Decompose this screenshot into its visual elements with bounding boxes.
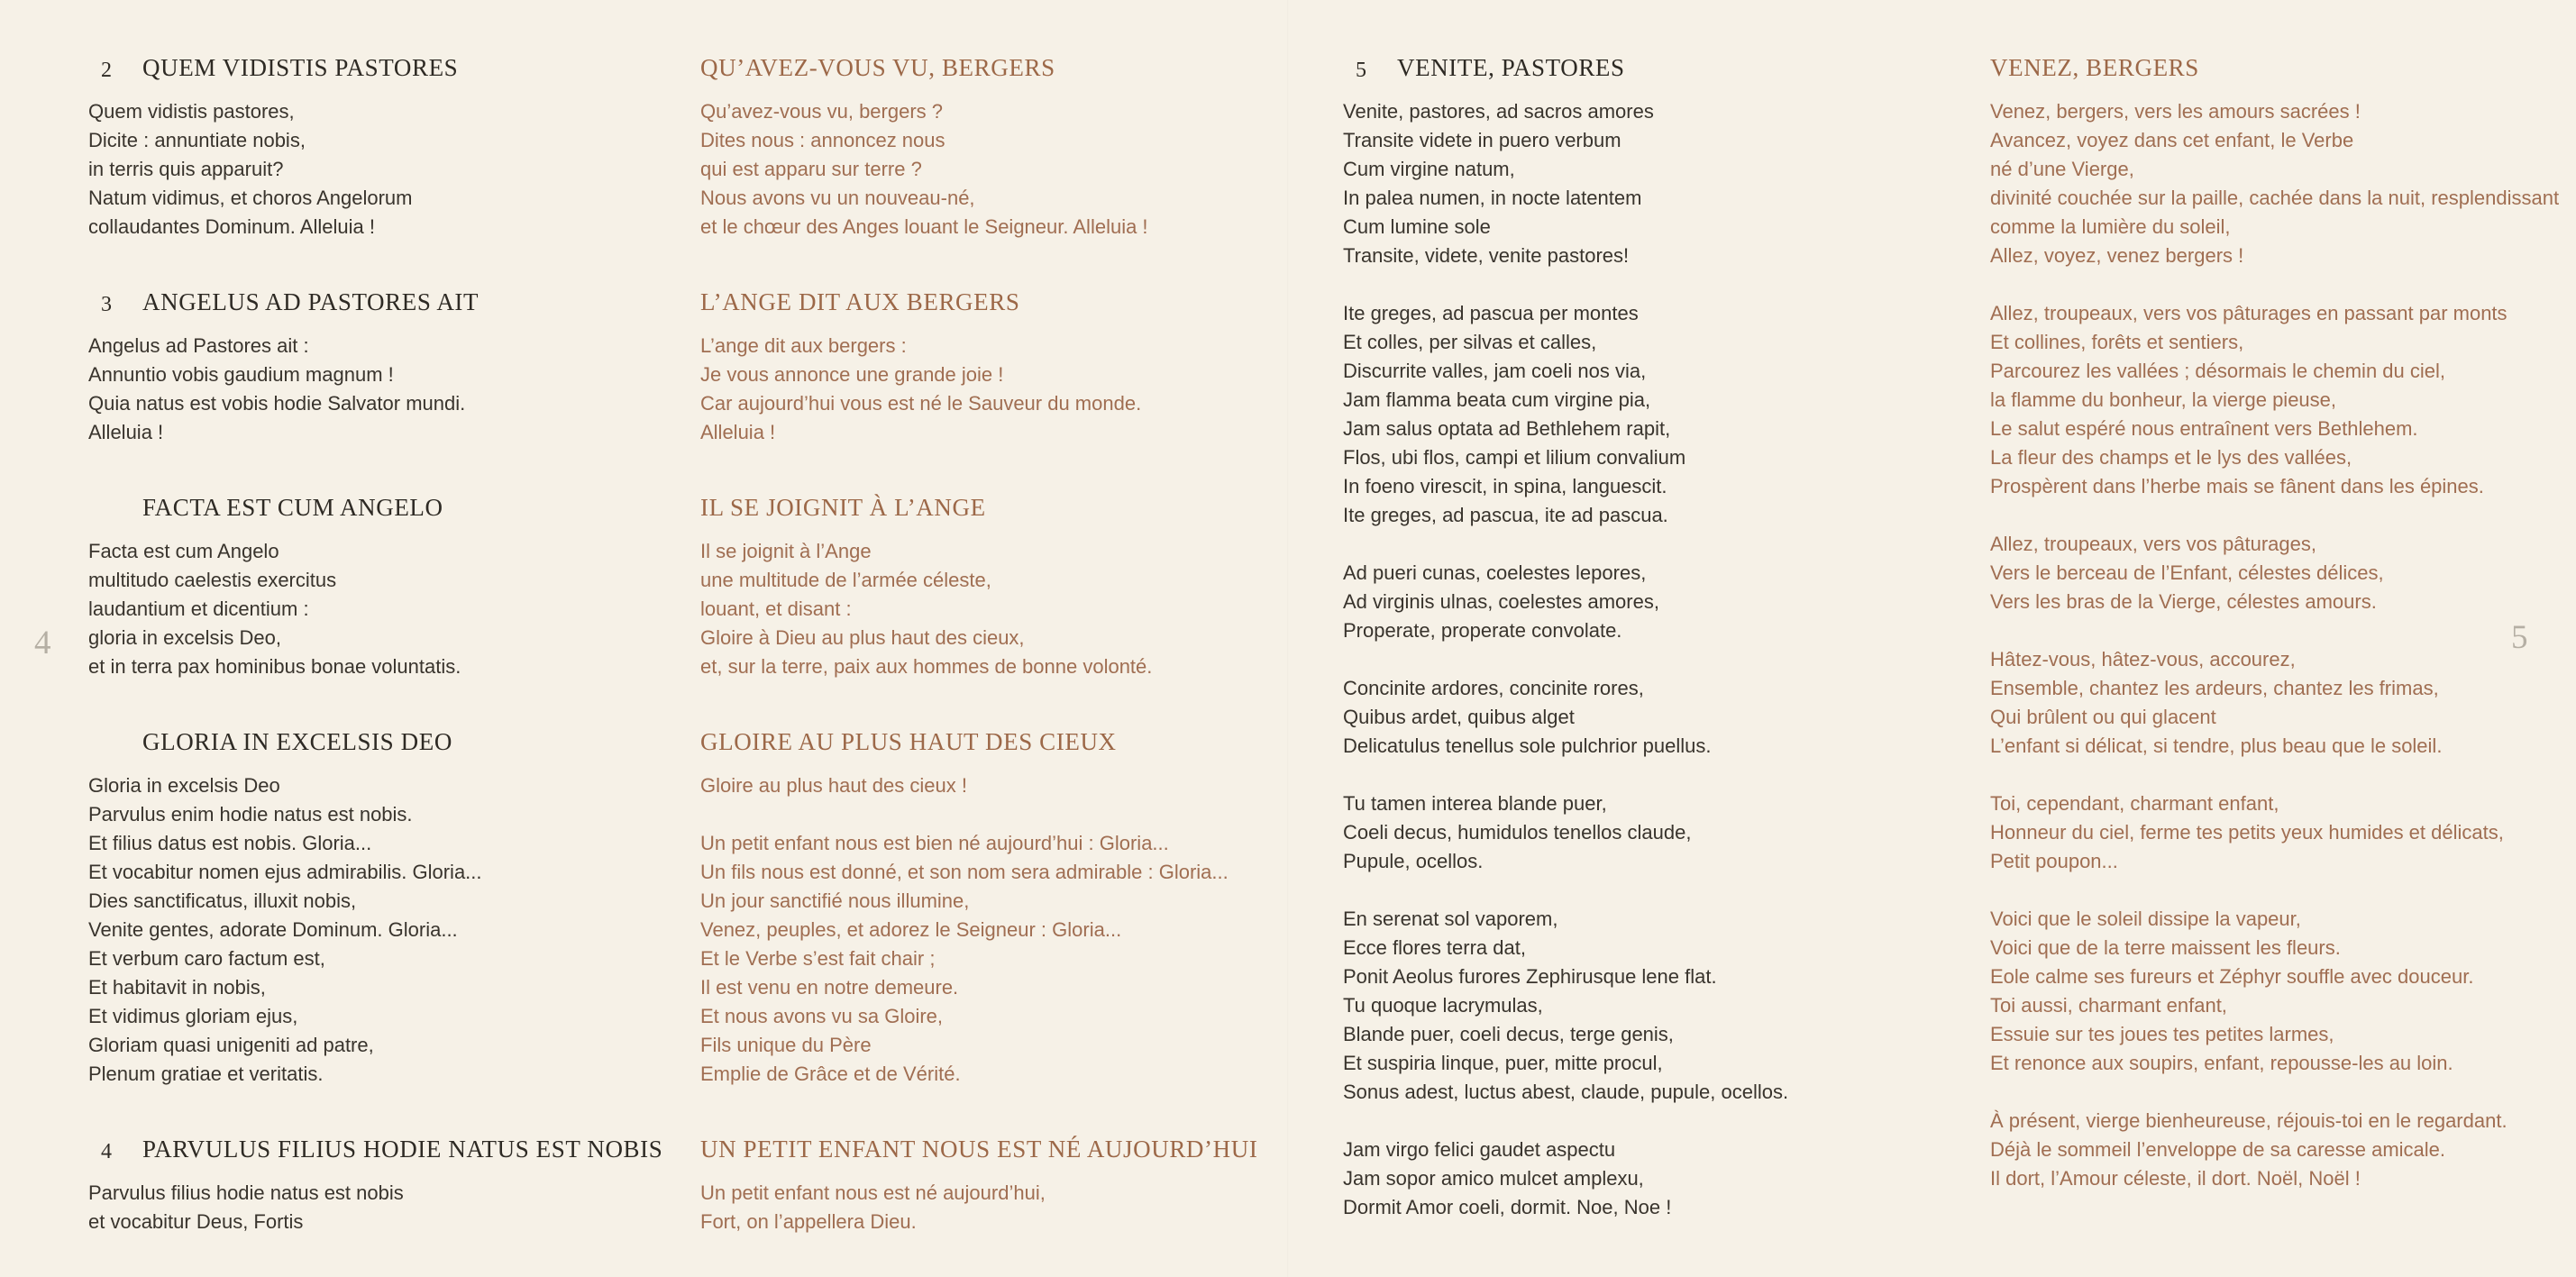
stanza [1343, 789, 1978, 876]
lyric-line: et le chœur des Anges louant le Seigneur. Alleluia ! [700, 215, 1148, 238]
piece-title-text: GLORIA IN EXCELSIS DEO [142, 728, 452, 755]
lyric-line: Un fils nous est donné, et son nom sera admirable : Gloria... [700, 861, 1229, 883]
piece-section [700, 726, 1331, 1089]
lyric-line: Plenum gratiae et veritatis. [88, 1063, 324, 1085]
lyric-line: Flos, ubi flos, campi et lilium convalium [1343, 446, 1686, 469]
track-number: 2 [101, 59, 112, 82]
piece-title-text: VENITE, PASTORES [1397, 54, 1625, 81]
piece-title [1343, 52, 1978, 83]
lyric-line: Il est venu en notre demeure. [700, 976, 959, 999]
lyric-line: Fils unique du Père [700, 1034, 872, 1056]
lyric-line: une multitude de l’armée céleste, [700, 569, 991, 591]
lyric-line: collaudantes Dominum. Alleluia ! [88, 215, 375, 238]
lyric-line: Allez, voyez, venez bergers ! [1990, 244, 2244, 267]
lyric-line: Vers les bras de la Vierge, célestes amours. [1990, 590, 2377, 613]
latin-lyrics-column-page4 [88, 52, 683, 1236]
piece-title-text: QU’AVEZ-VOUS VU, BERGERS [700, 54, 1055, 81]
piece-section [88, 492, 683, 681]
lyric-line: Qui brûlent ou qui glacent [1990, 706, 2216, 728]
lyric-line: et in terra pax hominibus bonae voluntatis. [88, 655, 461, 678]
lyric-line: Coeli decus, humidulos tenellos claude, [1343, 821, 1692, 844]
lyric-line: Et colles, per silvas et calles, [1343, 331, 1597, 353]
piece-title [700, 52, 1331, 83]
lyric-line: Ecce flores terra dat, [1343, 936, 1526, 959]
lyric-line: Gloire à Dieu au plus haut des cieux, [700, 626, 1025, 649]
lyric-line: et, sur la terre, paix aux hommes de bonne volonté. [700, 655, 1153, 678]
lyric-line: Transite, videte, venite pastores! [1343, 244, 1630, 267]
lyric-line: Cum lumine sole [1343, 215, 1491, 238]
lyric-line: Un petit enfant nous est né aujourd’hui, [700, 1181, 1046, 1204]
lyric-line: Dicite : annuntiate nobis, [88, 129, 306, 151]
lyric-line: Ad virginis ulnas, coelestes amores, [1343, 590, 1659, 613]
lyric-line: Ite greges, ad pascua per montes [1343, 302, 1639, 324]
french-lyrics-column-page5 [1990, 52, 2576, 1193]
lyric-line: Car aujourd’hui vous est né le Sauveur du monde. [700, 392, 1142, 415]
stanza [1990, 97, 2576, 270]
piece-section [88, 1134, 683, 1236]
lyric-line: Et vocabitur nomen ejus admirabilis. Gloria... [88, 861, 482, 883]
piece-title [88, 492, 683, 523]
page-number-left: 4 [34, 625, 51, 661]
lyric-line: Et habitavit in nobis, [88, 976, 266, 999]
lyric-line: la flamme du bonheur, la vierge pieuse, [1990, 388, 2337, 411]
stanza [700, 1179, 1331, 1236]
lyric-line: Cum virgine natum, [1343, 158, 1515, 180]
lyric-line: Sonus adest, luctus abest, claude, pupule, ocellos. [1343, 1081, 1789, 1103]
latin-lyrics-column-page5 [1343, 52, 1978, 1222]
lyric-line: L’enfant si délicat, si tendre, plus beau que le soleil. [1990, 734, 2443, 757]
lyric-line: Et suspiria linque, puer, mitte procul, [1343, 1052, 1663, 1074]
stanza [88, 97, 683, 242]
lyric-line: Dies sanctificatus, illuxit nobis, [88, 889, 357, 912]
stanza [88, 771, 683, 1089]
piece-title-text: GLOIRE AU PLUS HAUT DES CIEUX [700, 728, 1117, 755]
lyric-line: Quem vidistis pastores, [88, 100, 295, 123]
lyric-line: et vocabitur Deus, Fortis [88, 1210, 304, 1233]
lyric-line: Il dort, l’Amour céleste, il dort. Noël, Noël ! [1990, 1167, 2361, 1190]
lyric-line: laudantium et dicentium : [88, 597, 309, 620]
lyric-line: Petit poupon... [1990, 850, 2118, 872]
lyric-line: Le salut espéré nous entraînent vers Bethlehem. [1990, 417, 2418, 440]
lyric-line: qui est apparu sur terre ? [700, 158, 922, 180]
piece-section [1990, 52, 2576, 1193]
lyric-line: Et filius datus est nobis. Gloria... [88, 832, 372, 854]
lyric-line: Venite, pastores, ad sacros amores [1343, 100, 1654, 123]
lyric-line: in terris quis apparuit? [88, 158, 284, 180]
lyric-line: Quia natus est vobis hodie Salvator mundi. [88, 392, 466, 415]
stanza [1343, 97, 1978, 270]
lyric-line: Et le Verbe s’est fait chair ; [700, 947, 936, 970]
lyric-line: Toi, cependant, charmant enfant, [1990, 792, 2279, 815]
stanza [1343, 299, 1978, 530]
track-number: 4 [101, 1140, 112, 1163]
lyric-line: Et renonce aux soupirs, enfant, repousse-les au loin. [1990, 1052, 2453, 1074]
lyric-line: Et verbum caro factum est, [88, 947, 325, 970]
lyric-line: Déjà le sommeil l’enveloppe de sa caresse amicale. [1990, 1138, 2446, 1161]
lyric-line: Ad pueri cunas, coelestes lepores, [1343, 561, 1647, 584]
lyric-line: Gloriam quasi unigeniti ad patre, [88, 1034, 374, 1056]
lyric-line: Quibus ardet, quibus alget [1343, 706, 1575, 728]
lyric-line: Tu tamen interea blande puer, [1343, 792, 1607, 815]
page-number-right: 5 [2511, 619, 2528, 656]
lyric-line: louant, et disant : [700, 597, 852, 620]
lyric-line: In palea numen, in nocte latentem [1343, 187, 1642, 209]
lyric-line: Jam virgo felici gaudet aspectu [1343, 1138, 1616, 1161]
piece-title [700, 287, 1331, 317]
lyric-line: Je vous annonce une grande joie ! [700, 363, 1004, 386]
lyric-line: divinité couchée sur la paille, cachée dans la nuit, resplendissant [1990, 187, 2560, 209]
lyric-line: Parvulus enim hodie natus est nobis. [88, 803, 413, 825]
lyric-line: In foeno virescit, in spina, languescit. [1343, 475, 1667, 497]
stanza [88, 1179, 683, 1236]
lyric-line: Dites nous : annoncez nous [700, 129, 945, 151]
lyric-line: Et vidimus gloriam ejus, [88, 1005, 298, 1027]
lyric-line: Ponit Aeolus furores Zephirusque lene flat. [1343, 965, 1717, 988]
lyric-line: Alleluia ! [88, 421, 164, 443]
lyric-line: Et nous avons vu sa Gloire, [700, 1005, 944, 1027]
piece-section [700, 52, 1331, 242]
piece-title-text: UN PETIT ENFANT NOUS EST NÉ AUJOURD’HUI [700, 1136, 1258, 1163]
piece-title-text: VENEZ, BERGERS [1990, 54, 2199, 81]
stanza [700, 332, 1331, 447]
lyric-line: Voici que de la terre maissent les fleurs. [1990, 936, 2341, 959]
lyric-line: multitudo caelestis exercitus [88, 569, 337, 591]
piece-title [700, 1134, 1331, 1164]
lyric-line: Properate, properate convolate. [1343, 619, 1622, 642]
lyric-line: Prospèrent dans l’herbe mais se fânent dans les épines. [1990, 475, 2484, 497]
lyric-line: Eole calme ses fureurs et Zéphyr souffle avec douceur. [1990, 965, 2474, 988]
piece-title [88, 52, 683, 83]
lyric-line: Dormit Amor coeli, dormit. Noe, Noe ! [1343, 1196, 1672, 1218]
lyric-line: Jam salus optata ad Bethlehem rapit, [1343, 417, 1671, 440]
lyric-line: Hâtez-vous, hâtez-vous, accourez, [1990, 648, 2296, 670]
piece-section [700, 287, 1331, 447]
lyric-line: Voici que le soleil dissipe la vapeur, [1990, 908, 2301, 930]
piece-section [700, 492, 1331, 681]
stanza [88, 537, 683, 681]
lyric-line: Et collines, forêts et sentiers, [1990, 331, 2244, 353]
piece-title-text: QUEM VIDISTIS PASTORES [142, 54, 459, 81]
lyric-line: Gloria in excelsis Deo [88, 774, 280, 797]
lyric-line: Gloire au plus haut des cieux ! [700, 774, 967, 797]
stanza [700, 537, 1331, 681]
stanza [1990, 530, 2576, 616]
piece-title [88, 726, 683, 757]
lyric-line: Blande puer, coeli decus, terge genis, [1343, 1023, 1674, 1045]
stanza [1990, 789, 2576, 876]
lyric-line: Vers le berceau de l’Enfant, célestes délices, [1990, 561, 2384, 584]
lyric-line: Il se joignit à l’Ange [700, 540, 872, 562]
lyric-line: En serenat sol vaporem, [1343, 908, 1558, 930]
stanza [1343, 1136, 1978, 1222]
lyric-line: Un petit enfant nous est bien né aujourd’hui : Gloria... [700, 832, 1169, 854]
stanza [1990, 1107, 2576, 1193]
lyric-line: Un jour sanctifié nous illumine, [700, 889, 970, 912]
lyric-line: Annuntio vobis gaudium magnum ! [88, 363, 394, 386]
lyric-line: Jam flamma beata cum virgine pia, [1343, 388, 1651, 411]
lyric-line: Venez, bergers, vers les amours sacrées ! [1990, 100, 2361, 123]
lyric-line: Allez, troupeaux, vers vos pâturages en passant par monts [1990, 302, 2507, 324]
piece-section [1343, 52, 1978, 1222]
track-number: 3 [101, 293, 112, 316]
lyric-line: Allez, troupeaux, vers vos pâturages, [1990, 533, 2316, 555]
stanza [1990, 905, 2576, 1078]
lyric-line: Fort, on l’appellera Dieu. [700, 1210, 917, 1233]
lyric-line: Delicatulus tenellus sole pulchrior puellus. [1343, 734, 1712, 757]
piece-title [1990, 52, 2576, 83]
lyric-line: Essuie sur tes joues tes petites larmes, [1990, 1023, 2334, 1045]
piece-section [88, 52, 683, 242]
piece-title [700, 492, 1331, 523]
stanza [700, 829, 1331, 1089]
lyric-line: Discurrite valles, jam coeli nos via, [1343, 360, 1647, 382]
lyric-line: Concinite ardores, concinite rores, [1343, 677, 1644, 699]
piece-title [88, 287, 683, 317]
stanza [700, 771, 1331, 800]
lyric-line: gloria in excelsis Deo, [88, 626, 281, 649]
lyric-line: À présent, vierge bienheureuse, réjouis-toi en le regardant. [1990, 1109, 2507, 1132]
lyric-line: L’ange dit aux bergers : [700, 334, 907, 357]
lyric-line: comme la lumière du soleil, [1990, 215, 2231, 238]
piece-title-text: L’ANGE DIT AUX BERGERS [700, 288, 1020, 315]
lyric-line: Qu’avez-vous vu, bergers ? [700, 100, 944, 123]
stanza [88, 332, 683, 447]
stanza [1343, 674, 1978, 761]
lyric-line: La fleur des champs et le lys des vallées, [1990, 446, 2352, 469]
stanza [1990, 645, 2576, 761]
lyric-line: Facta est cum Angelo [88, 540, 279, 562]
lyric-line: né d’une Vierge, [1990, 158, 2134, 180]
stanza [1343, 559, 1978, 645]
lyric-line: Ite greges, ad pascua, ite ad pascua. [1343, 504, 1668, 526]
stanza [700, 97, 1331, 242]
stanza [1990, 299, 2576, 501]
lyric-line: Angelus ad Pastores ait : [88, 334, 309, 357]
lyric-line: Tu quoque lacrymulas, [1343, 994, 1543, 1017]
piece-title-text: ANGELUS AD PASTORES AIT [142, 288, 480, 315]
lyric-line: Parvulus filius hodie natus est nobis [88, 1181, 404, 1204]
piece-title-text: FACTA EST CUM ANGELO [142, 494, 443, 521]
lyric-line: Jam sopor amico mulcet amplexu, [1343, 1167, 1644, 1190]
stanza [1343, 905, 1978, 1107]
lyric-line: Pupule, ocellos. [1343, 850, 1484, 872]
lyric-line: Alleluia ! [700, 421, 776, 443]
piece-section [700, 1134, 1331, 1236]
lyric-line: Parcourez les vallées ; désormais le chemin du ciel, [1990, 360, 2446, 382]
lyric-line: Toi aussi, charmant enfant, [1990, 994, 2227, 1017]
lyric-line: Nous avons vu un nouveau-né, [700, 187, 975, 209]
lyric-line: Natum vidimus, et choros Angelorum [88, 187, 413, 209]
piece-section [88, 726, 683, 1089]
lyric-line: Ensemble, chantez les ardeurs, chantez les frimas, [1990, 677, 2439, 699]
french-lyrics-column-page4 [700, 52, 1331, 1236]
piece-title [88, 1134, 683, 1164]
lyric-line: Venez, peuples, et adorez le Seigneur : Gloria... [700, 918, 1122, 941]
track-number: 5 [1356, 59, 1366, 82]
piece-title-text: PARVULUS FILIUS HODIE NATUS EST NOBIS [142, 1136, 663, 1163]
piece-section [88, 287, 683, 447]
lyric-line: Transite videte in puero verbum [1343, 129, 1621, 151]
lyric-line: Avancez, voyez dans cet enfant, le Verbe [1990, 129, 2354, 151]
piece-title-text: IL SE JOIGNIT À L’ANGE [700, 494, 986, 521]
lyric-line: Honneur du ciel, ferme tes petits yeux humides et délicats, [1990, 821, 2504, 844]
lyric-line: Venite gentes, adorate Dominum. Gloria... [88, 918, 458, 941]
piece-title [700, 726, 1331, 757]
lyric-line: Emplie de Grâce et de Vérité. [700, 1063, 961, 1085]
